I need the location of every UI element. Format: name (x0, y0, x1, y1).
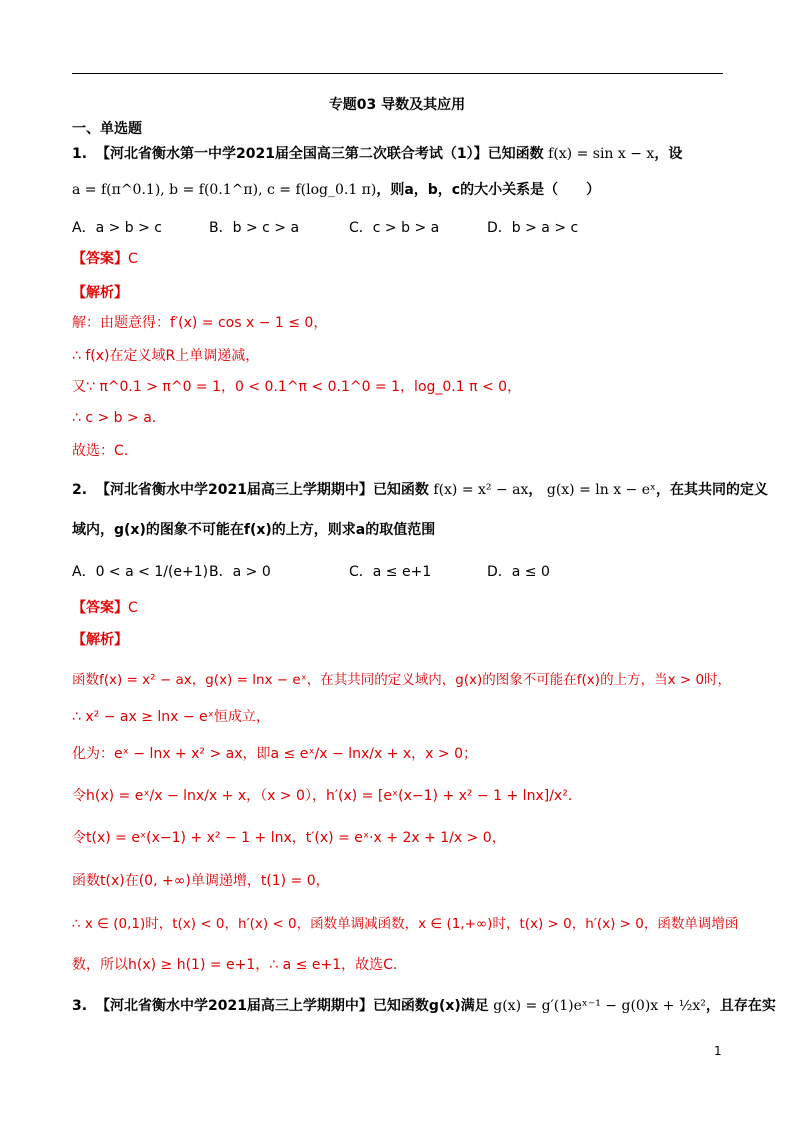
question-2-f: f(x) = x² − ax (433, 482, 529, 498)
question-3-line-1: 3. 【河北省衡水中学2021届高三上学期期中】已知函数g(x)满足 g(x) = g′(1)eˣ⁻¹ − g(0)x + ½x²，且存在实 (72, 998, 776, 1014)
option-b: B．a > 0 (209, 564, 271, 580)
analysis-line: ∴ x² − ax ≥ lnx − eˣ恒成立， (72, 709, 270, 725)
question-2-line-2: 域内，g(x)的图象不可能在f(x)的上方，则求a的取值范围 (72, 522, 436, 538)
question-2-analysis-label: 【解析】 (72, 632, 128, 648)
option-c: C．a ≤ e+1 (349, 564, 432, 580)
analysis-line: 函数f(x) = x² − ax，g(x) = lnx − eˣ，在其共同的定义域内，g(x)的图象不可能在f(x)的上方，当x > 0时， (72, 672, 732, 688)
doc-title: 专题03 导数及其应用 (328, 97, 466, 113)
analysis-line: 令h(x) = eˣ/x − lnx/x + x，（x > 0），h′(x) = [eˣ(x−1) + x² − 1 + lnx]/x²． (72, 788, 582, 804)
analysis-line: 又∵ π^0.1 > π^0 = 1，0 < 0.1^π < 0.1^0 = 1，log_0.1 π < 0， (72, 379, 522, 395)
section-heading: 一、单选题 (72, 121, 142, 137)
question-2-line-1: 2. 【河北省衡水中学2021届高三上学期期中】已知函数 f(x) = x² − ax， g(x) = ln x − eˣ，在其共同的定义 (72, 482, 768, 498)
analysis-line: 数，所以h(x) ≥ h(1) = e+1，∴ a ≤ e+1，故选C. (72, 957, 398, 973)
question-3-source: 【河北省衡水中学2021届高三上学期期中】 (95, 998, 373, 1014)
option-a: A．a > b > c (72, 220, 163, 236)
question-1-definitions: a = f(π^0.1), b = f(0.1^π), c = f(log_0.1 π) (72, 182, 377, 198)
analysis-line: 化为：eˣ − lnx + x² > ax，即a ≤ eˣ/x − lnx/x + x，x > 0； (72, 746, 477, 762)
analysis-line: 故选：C. (72, 443, 129, 459)
question-1-source: 【河北省衡水第一中学2021届全国高三第二次联合考试（1）】 (95, 146, 488, 162)
option-c: C．c > b > a (349, 220, 440, 236)
question-1-function: f(x) = sin x − x (548, 146, 655, 162)
option-b: B．b > c > a (209, 220, 300, 236)
question-2-answer: 【答案】C (72, 600, 138, 616)
question-2-source: 【河北省衡水中学2021届高三上学期期中】 (95, 482, 373, 498)
question-2-g: g(x) = ln x − eˣ (546, 482, 656, 498)
question-1-answer: 【答案】C (72, 251, 138, 267)
question-1-line-1: 1. 【河北省衡水第一中学2021届全国高三第二次联合考试（1）】已知函数 f(x) = sin x − x，设 (72, 146, 683, 162)
option-a: A．0 < a < 1/(e+1) (72, 564, 209, 580)
analysis-line: ∴ c > b > a． (72, 410, 166, 426)
analysis-line: ∴ f(x)在定义域R上单调递减， (72, 348, 260, 364)
page-number: 1 (714, 1044, 722, 1058)
analysis-line: 函数t(x)在(0, +∞)单调递增，t(1) = 0， (72, 873, 330, 889)
analysis-line: 解：由题意得：f′(x) = cos x − 1 ≤ 0， (72, 315, 328, 331)
analysis-line: ∴ x ∈ (0,1)时，t(x) < 0，h′(x) < 0，函数单调减函数，x ∈ (1,+∞)时，t(x) > 0，h′(x) > 0，函数单调增函 (72, 916, 739, 932)
question-1-line-2: a = f(π^0.1), b = f(0.1^π), c = f(log_0.1 π)，则a，b，c的大小关系是（ ） (72, 182, 601, 198)
question-3-g: g(x) = g′(1)eˣ⁻¹ − g(0)x + ½x² (493, 998, 706, 1014)
option-d: D．a ≤ 0 (487, 564, 550, 580)
question-1-analysis-label: 【解析】 (72, 285, 128, 301)
header-rule (72, 73, 723, 74)
option-d: D．b > a > c (487, 220, 579, 236)
analysis-line: 令t(x) = eˣ(x−1) + x² − 1 + lnx，t′(x) = eˣ·x + 2x + 1/x > 0， (72, 830, 506, 846)
